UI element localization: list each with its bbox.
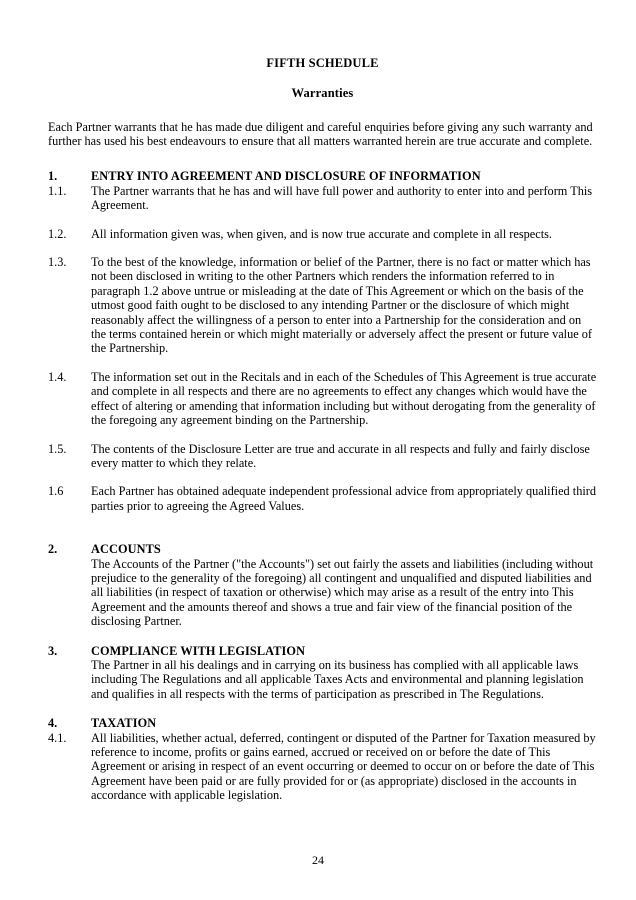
clause-1-3 [48,255,597,356]
section-2 [48,542,597,628]
clause-1-5 [48,442,597,471]
document-title: FIFTH SCHEDULE [266,56,379,70]
clause-1-2 [48,227,597,241]
document-subtitle: Warranties [291,86,354,101]
section-4-title: TAXATION [91,716,157,731]
section-1-title: ENTRY INTO AGREEMENT AND DISCLOSURE OF INFORMATION [91,169,481,184]
section-1-heading [48,169,597,183]
section-3 [48,644,597,702]
clause-1-1-text: The Partner warrants that he has and will have full power and authority to enter into and perform This Agreement. [91,183,593,213]
clause-1-4-text: The information set out in the Recitals and in each of the Schedules of This Agreement is true accurate and complete in all respects and there are no agreements to effect any changes which would have the effect of altering or amending that information including but without derogating from the generality of the foregoing any agreement binding on the Partnership. [91,369,597,428]
section-1-number: 1. [48,169,58,184]
clause-1-6-text: Each Partner has obtained adequate independent professional advice from appropriately qualified third parties prior to agreeing the Agreed Values. [91,484,597,513]
section-2-number: 2. [48,542,58,557]
clause-1-4-number: 1.4. [48,369,67,384]
section-2-text: The Accounts of the Partner ("the Accounts") set out fairly the assets and liabilities (including without prejudice to the generality of the foregoing) all contingent and unqualified and disputed liabilities and all liabilities (in respect of taxation or otherwise) which may arise as a result of the entry into This Agreement and the amounts thereof and shows a true and fair view of the financial position of the disclosing Partner. [91,556,594,629]
section-spacer [48,701,597,716]
clause-1-6-number: 1.6 [48,484,64,499]
section-4-number: 4. [48,716,58,731]
section-3-text: The Partner in all his dealings and in carrying on its business has complied with all applicable laws including The Regulations and all applicable Taxes Acts and environmental and planning legislation and qualifies in all respects with the terms of participation as prescribed in The Regulations. [91,657,584,701]
page-number: 24 [312,853,324,867]
section-4-heading [48,716,597,730]
document-body [48,56,597,803]
intro-paragraph: Each Partner warrants that he has made due diligent and careful enquiries before giving any such warranty and further has used his best endeavours to ensure that all matters warranted herein are true accurate and complete. [48,119,593,148]
section-2-title: ACCOUNTS [91,542,161,557]
clause-4-1 [48,731,597,803]
section-3-title: COMPLIANCE WITH LEGISLATION [91,643,306,658]
clause-1-1-number: 1.1. [48,183,67,198]
section-spacer [48,629,597,644]
clause-1-3-number: 1.3. [48,255,67,270]
clause-1-1 [48,184,597,213]
clause-1-2-text: All information given was, when given, and is now true accurate and complete in all respects. [91,226,552,241]
section-spacer [48,513,597,542]
clause-1-5-number: 1.5. [48,441,67,456]
clause-1-2-number: 1.2. [48,226,67,241]
clause-4-1-number: 4.1. [48,730,67,745]
clause-4-1-text: All liabilities, whether actual, deferred, contingent or disputed of the Partner for Taxation measured by reference to income, profits or gains earned, accrued or received on or before the date of This Agreement or arising in respect of an event occurring or deemed to occur on or before the date of This Agreement have been paid or are fully provided for or (as appropriate) disclosed in the accounts in accordance with applicable legislation. [91,730,596,803]
clause-1-4 [48,370,597,428]
section-3-number: 3. [48,643,58,658]
clause-1-6 [48,484,597,513]
clause-1-3-text: To the best of the knowledge, information or belief of the Partner, there is no fact or matter which has not been disclosed in writing to the other Partners which renders the information referred to in paragraph 1.2 above untrue or misleading at the date of This Agreement or which on the basis of the utmost good faith ought to be disclosed to any intending Partner or the disclosure of which might reasonably affect the willingness of a person to enter into a Partnership for the consideration and on the terms contained herein or which might materially or adversely affect the present or future value of the Partnership. [91,255,593,356]
clause-1-5-text: The contents of the Disclosure Letter are true and accurate in all respects and fully and fairly disclose every matter to which they relate. [91,441,590,470]
